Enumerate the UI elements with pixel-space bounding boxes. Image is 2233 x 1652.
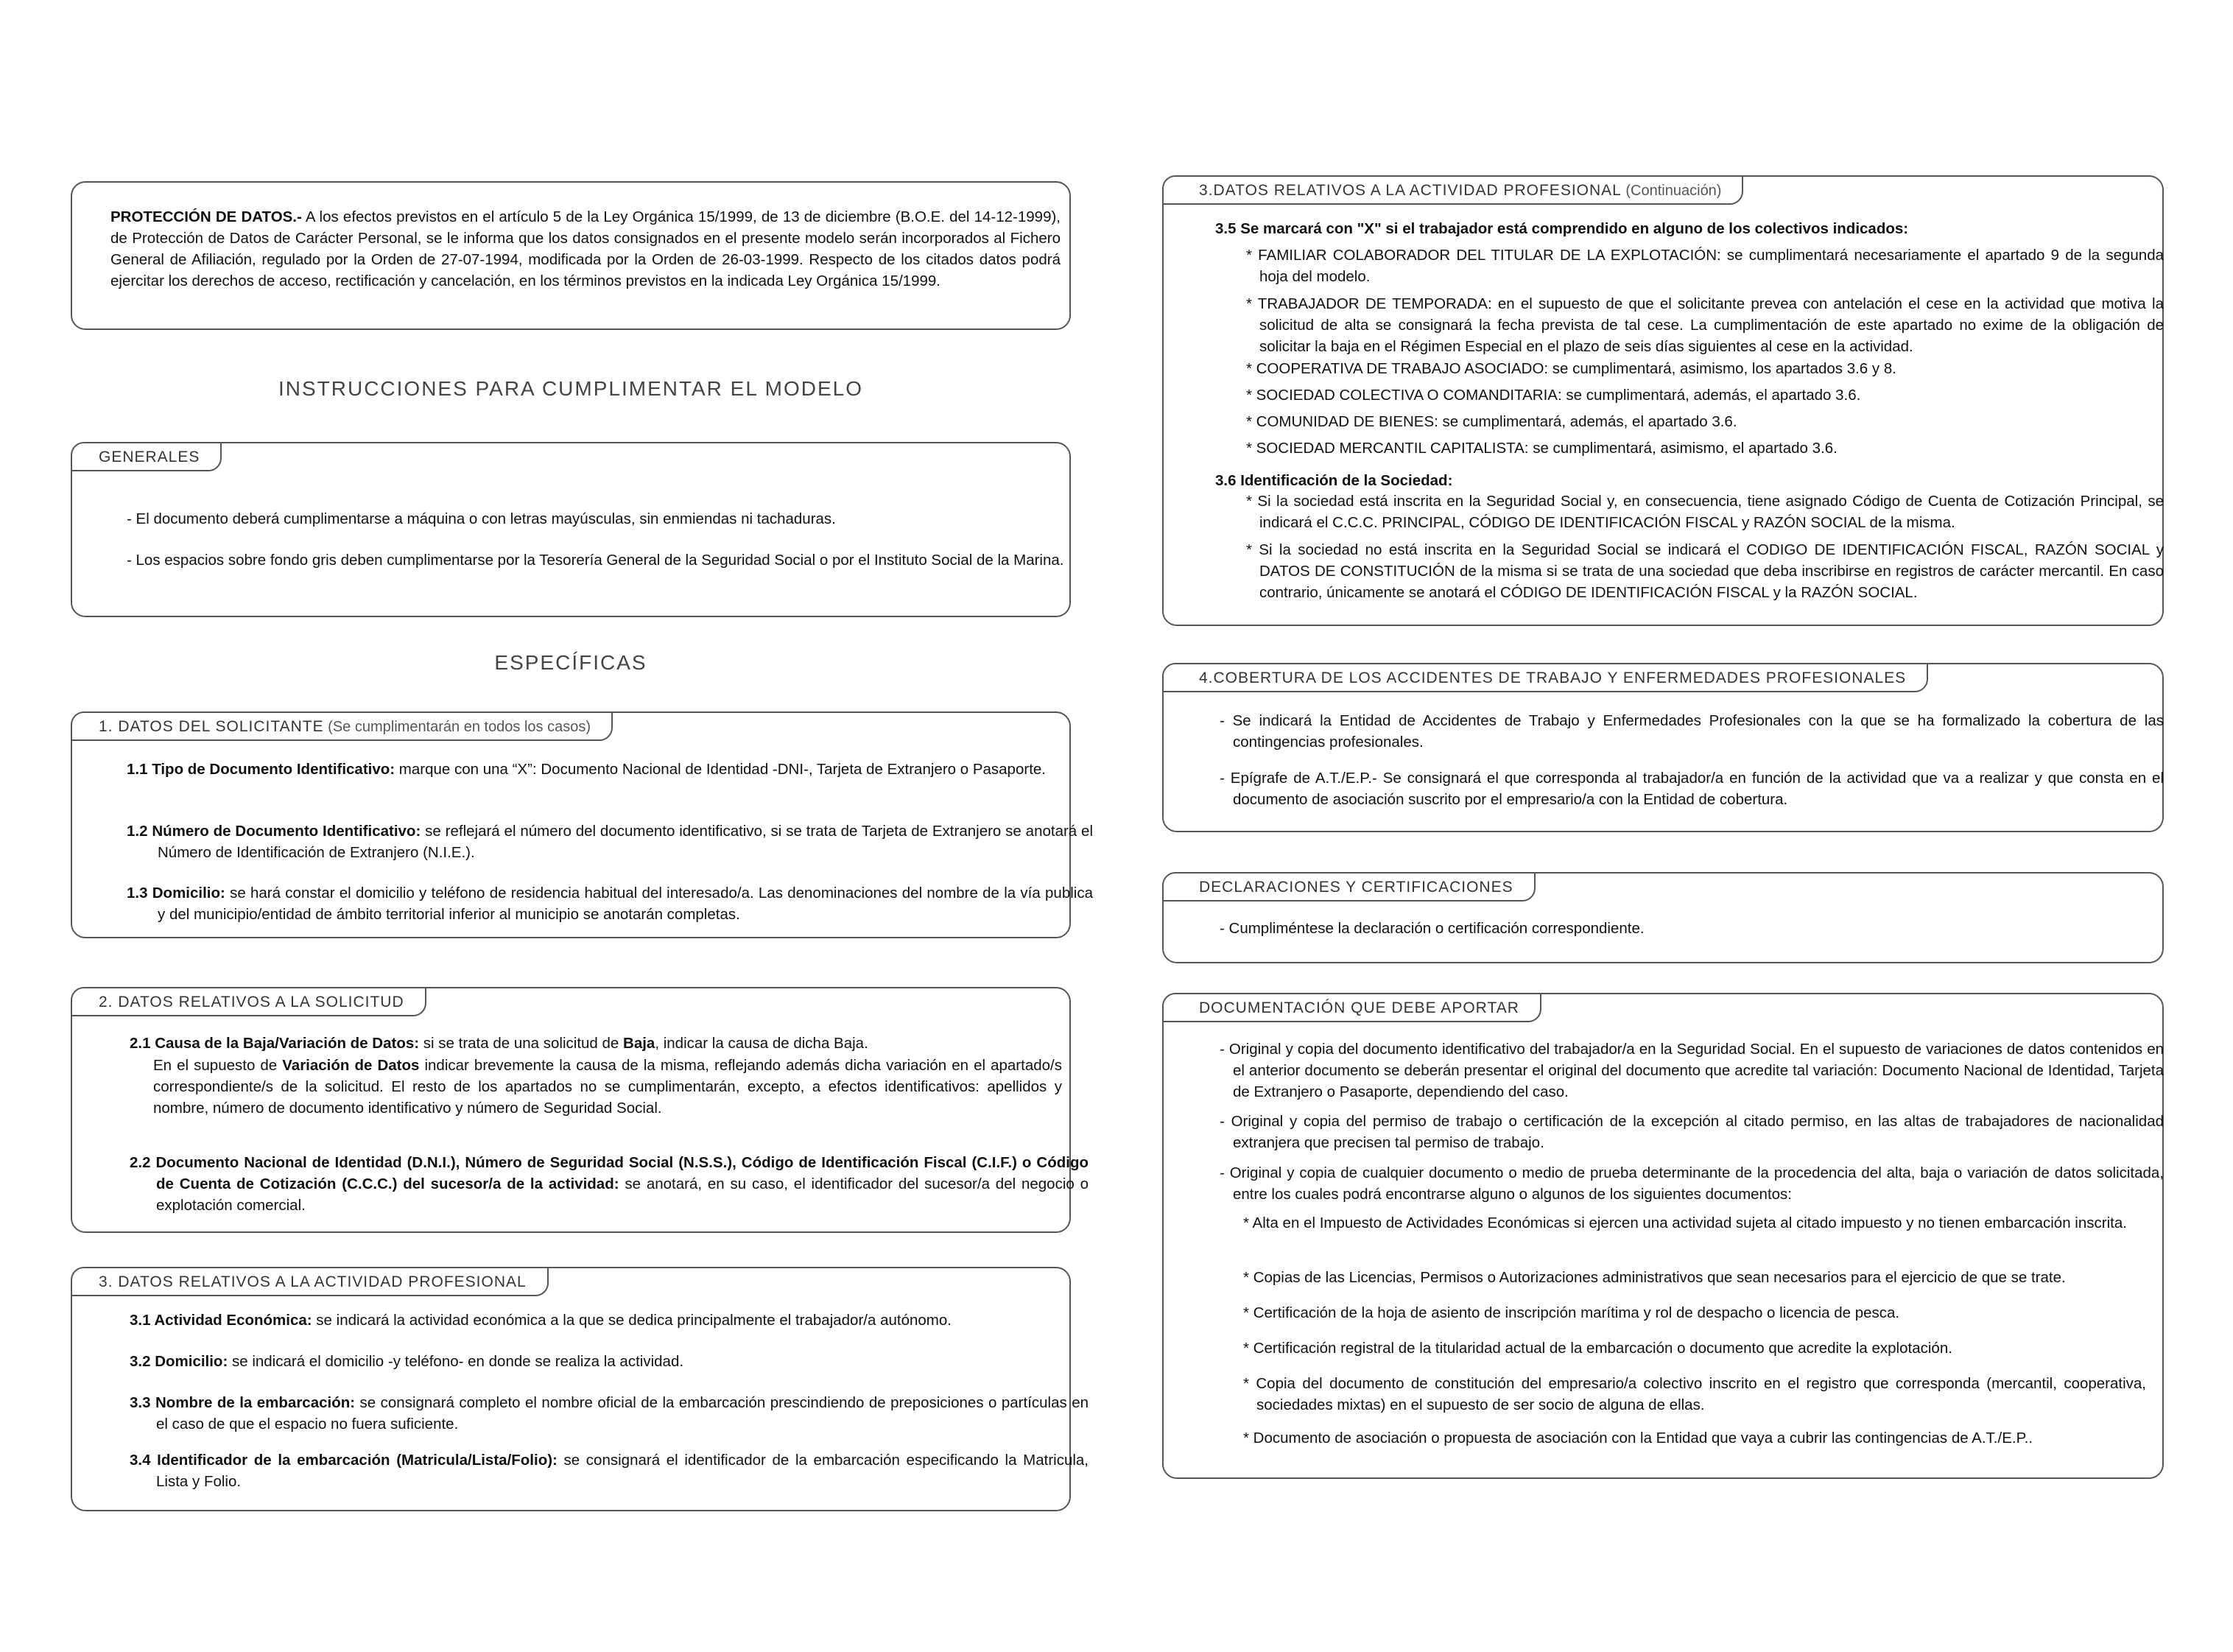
s3-item-2: 3.2 Domicilio: se indicará el domicilio -y teléfono- en donde se realiza la actividad. [130, 1353, 684, 1370]
s3c-heading-35: 3.5 Se marcará con "X" si el trabajador está comprendido en alguno de los colectivos indicados: [1215, 220, 1909, 237]
section-3-cont-tab: 3.DATOS RELATIVOS A LA ACTIVIDAD PROFESIONAL (Continuación) [1162, 175, 1743, 205]
section-4-box [1162, 663, 2164, 832]
s3c-bullet-2: * TRABAJADOR DE TEMPORADA: en el supuesto de que el solicitante prevea con antelación el cese en la actividad que motiva la solicitud de alta se consignará la fecha prevista de tal cese. La cumplimentación de este apartado no exime de la obligación de solicitar la baja en el Régimen Especial en el plazo de seis días siguientes al cese en la actividad. [1246, 295, 2164, 355]
s3c-bullet-5: * COMUNIDAD DE BIENES: se cumplimentará, además, el apartado 3.6. [1246, 413, 1737, 430]
s3-item-3: 3.3 Nombre de la embarcación: se consignará completo el nombre oficial de la embarcación prescindiendo de preposiciones o partículas en el caso de que el espacio no fuera suficiente. [130, 1394, 1089, 1433]
s2-item-1: 2.1 Causa de la Baja/Variación de Datos: si se trata de una solicitud de Baja, indicar la causa de dicha Baja. [130, 1035, 868, 1052]
proteccion-datos-body: A los efectos previstos en el artículo 5 de la Ley Orgánica 15/1999, de 13 de diciembre (B.O.E. del 14-12-1999), de Protección de Datos de Carácter Personal, se le informa que los datos consignados en el presente modelo serán incorporados al Fichero General de Afiliación, regulado por la Orden de 27-07-1994, modificada por la Orden de 26-03-1999. Respecto de los citados datos podrá ejercitar los derechos de acceso, rectificación y cancelación, en los términos previstos en la indicada Ley Orgánica 15/1999. [110, 208, 1061, 289]
declaraciones-item-1: - Cumpliméntese la declaración o certificación correspondiente. [1220, 920, 1645, 937]
s3c-bullet-1: * FAMILIAR COLABORADOR DEL TITULAR DE LA EXPLOTACIÓN: se cumplimentará necesariamente el apartado 9 de la segunda hoja del modelo. [1246, 247, 2164, 285]
proteccion-datos-box [71, 181, 1071, 330]
section-2-box [71, 987, 1089, 1233]
especificas-heading: ESPECÍFICAS [494, 651, 647, 674]
s4-item-2: - Epígrafe de A.T./E.P.- Se consignará el que corresponda al trabajador/a en función de la actividad que va a realizar y que consta en el documento de asociación suscrito por el empresario/a con la Entidad de cobertura. [1220, 770, 2164, 808]
generales-item-2: - Los espacios sobre fondo gris deben cumplimentarse por la Tesorería General de la Seguridad Social o por el Instituto Social de la Marina. [127, 552, 1064, 569]
s4-item-1: - Se indicará la Entidad de Accidentes de Trabajo y Enfermedades Profesionales con la que se ha formalizado la cobertura de las contingencias profesionales. [1220, 712, 2164, 751]
generales-tab: GENERALES [71, 442, 222, 471]
declaraciones-tab: DECLARACIONES Y CERTIFICACIONES [1162, 872, 1536, 901]
s3c-bullet-4: * SOCIEDAD COLECTIVA O COMANDITARIA: se cumplimentará, además, el apartado 3.6. [1246, 387, 1861, 404]
documentacion-sub-3: * Certificación de la hoja de asiento de inscripción marítima y rol de despacho o licencia de pesca. [1243, 1304, 1900, 1321]
s3c-bullet-6: * SOCIEDAD MERCANTIL CAPITALISTA: se cumplimentará, asimismo, el apartado 3.6. [1246, 440, 1838, 457]
documentacion-sub-6: * Documento de asociación o propuesta de asociación con la Entidad que vaya a cubrir las contingencias de A.T./E.P.. [1243, 1430, 2033, 1447]
s3c-bullet-3: * COOPERATIVA DE TRABAJO ASOCIADO: se cumplimentará, asimismo, los apartados 3.6 y 8. [1246, 360, 1896, 377]
documentacion-sub-4: * Certificación registral de la titularidad actual de la embarcación o documento que acredite la explotación. [1243, 1340, 1952, 1357]
s3-item-1: 3.1 Actividad Económica: se indicará la actividad económica a la que se dedica principalmente el trabajador/a autónomo. [130, 1312, 952, 1329]
section-4-tab: 4.COBERTURA DE LOS ACCIDENTES DE TRABAJO Y ENFERMEDADES PROFESIONALES [1162, 663, 1928, 692]
main-heading: INSTRUCCIONES PARA CUMPLIMENTAR EL MODELO [278, 377, 864, 400]
documentacion-item-3: - Original y copia de cualquier documento o medio de prueba determinante de la procedencia del alta, baja o variación de datos solicitada, entre los cuales podrá encontrarse alguno o algunos de los siguientes documentos: [1220, 1164, 2164, 1203]
documentacion-sub-1: * Alta en el Impuesto de Actividades Económicas si ejercen una actividad sujeta al citado impuesto y no tienen embarcación inscrita. [1243, 1215, 2127, 1231]
s1-item-3: 1.3 Domicilio: se hará constar el domicilio y teléfono de residencia habitual del interesado/a. Las denominaciones del nombre de la vía publica y del municipio/entidad de ámbito territorial inferior al municipio se anotarán completas. [127, 885, 1093, 923]
section-3-cont-box [1162, 175, 2164, 626]
generales-item-1: - El documento deberá cumplimentarse a máquina o con letras mayúsculas, sin enmiendas ni tachaduras. [127, 510, 836, 527]
section-3-tab: 3. DATOS RELATIVOS A LA ACTIVIDAD PROFESIONAL [71, 1267, 549, 1296]
section-1-tab: 1. DATOS DEL SOLICITANTE (Se cumplimentarán en todos los casos) [71, 711, 613, 741]
s3c-bullet-c2: * Si la sociedad no está inscrita en la Seguridad Social se indicará el CODIGO DE IDENTIFICACIÓN FISCAL, RAZÓN SOCIAL y DATOS DE CONSTITUCIÓN de la misma si se trata de una sociedad que deba inscribirse en registros de carácter mercantil. En caso contrario, únicamente se anotará el CÓDIGO DE IDENTIFICACIÓN FISCAL y la RAZÓN SOCIAL. [1246, 541, 2164, 601]
documentacion-sub-2: * Copias de las Licencias, Permisos o Autorizaciones administrativos que sean necesarios para el ejercicio de que se trate. [1243, 1269, 2066, 1286]
documentacion-item-1: - Original y copia del documento identificativo del trabajador/a en la Seguridad Social. En el supuesto de variaciones de datos contenidos en el anterior documento se deberán presentar el original del documento que acredite tal variación: Documento Nacional de Identidad, Tarjeta de Extranjero o Pasaporte, dependiendo del caso. [1220, 1041, 2164, 1100]
s2-item-2: 2.2 Documento Nacional de Identidad (D.N.I.), Número de Seguridad Social (N.S.S.), Código de Identificación Fiscal (C.I.F.) o Código de Cuenta de Cotización (C.C.C.) del sucesor/a de la actividad: se anotará, en su caso, el identificador del sucesor/a del negocio o explotación comercial. [130, 1154, 1089, 1214]
documentacion-item-2: - Original y copia del permiso de trabajo o certificación de la excepción al citado permiso, en las altas de trabajadores de nacionalidad extranjera que precisen tal permiso de trabajo. [1220, 1113, 2164, 1151]
s3c-bullet-c1: * Si la sociedad está inscrita en la Seguridad Social y, en consecuencia, tiene asignado Código de Cuenta de Cotización Principal, se indicará el C.C.C. PRINCIPAL, CÓDIGO DE IDENTIFICACIÓN FISCAL y RAZÓN SOCIAL de la misma. [1246, 493, 2164, 531]
s1-item-1: 1.1 Tipo de Documento Identificativo: marque con una “X”: Documento Nacional de Identidad -DNI-, Tarjeta de Extranjero o Pasaporte. [127, 761, 1046, 778]
proteccion-datos-title: PROTECCIÓN DE DATOS.- [110, 208, 302, 225]
section-1-box [71, 711, 1094, 938]
s2-item-1b: En el supuesto de Variación de Datos indicar brevemente la causa de la misma, reflejando además dicha variación en el apartado/s correspondiente/s de la solicitud. El resto de los apartados no se cumplimentarán, excepto, a efectos identificativos: apellidos y nombre, número de documento identificativo y número de Seguridad Social. [153, 1057, 1062, 1117]
s3-item-4: 3.4 Identificador de la embarcación (Matricula/Lista/Folio): se consignará el identificador de la embarcación especificando la Matricula, Lista y Folio. [130, 1452, 1089, 1490]
proteccion-datos-text [110, 206, 1061, 292]
s1-item-2: 1.2 Número de Documento Identificativo: se reflejará el número del documento identificativo, si se trata de Tarjeta de Extranjero se anotará el Número de Identificación de Extranjero (N.I.E.). [127, 823, 1094, 861]
documentacion-sub-5: * Copia del documento de constitución del empresario/a colectivo inscrito en el registro que corresponda (mercantil, cooperativa, sociedades mixtas) en el supuesto de ser socio de alguna de ellas. [1243, 1375, 2146, 1413]
s3c-heading-36: 3.6 Identificación de la Sociedad: [1215, 472, 1453, 489]
documentacion-box [1162, 993, 2164, 1479]
declaraciones-box [1162, 872, 2164, 963]
section-2-tab: 2. DATOS RELATIVOS A LA SOLICITUD [71, 987, 426, 1016]
section-3-box [71, 1267, 1089, 1511]
documentacion-tab: DOCUMENTACIÓN QUE DEBE APORTAR [1162, 993, 1541, 1022]
generales-box [71, 442, 1071, 617]
